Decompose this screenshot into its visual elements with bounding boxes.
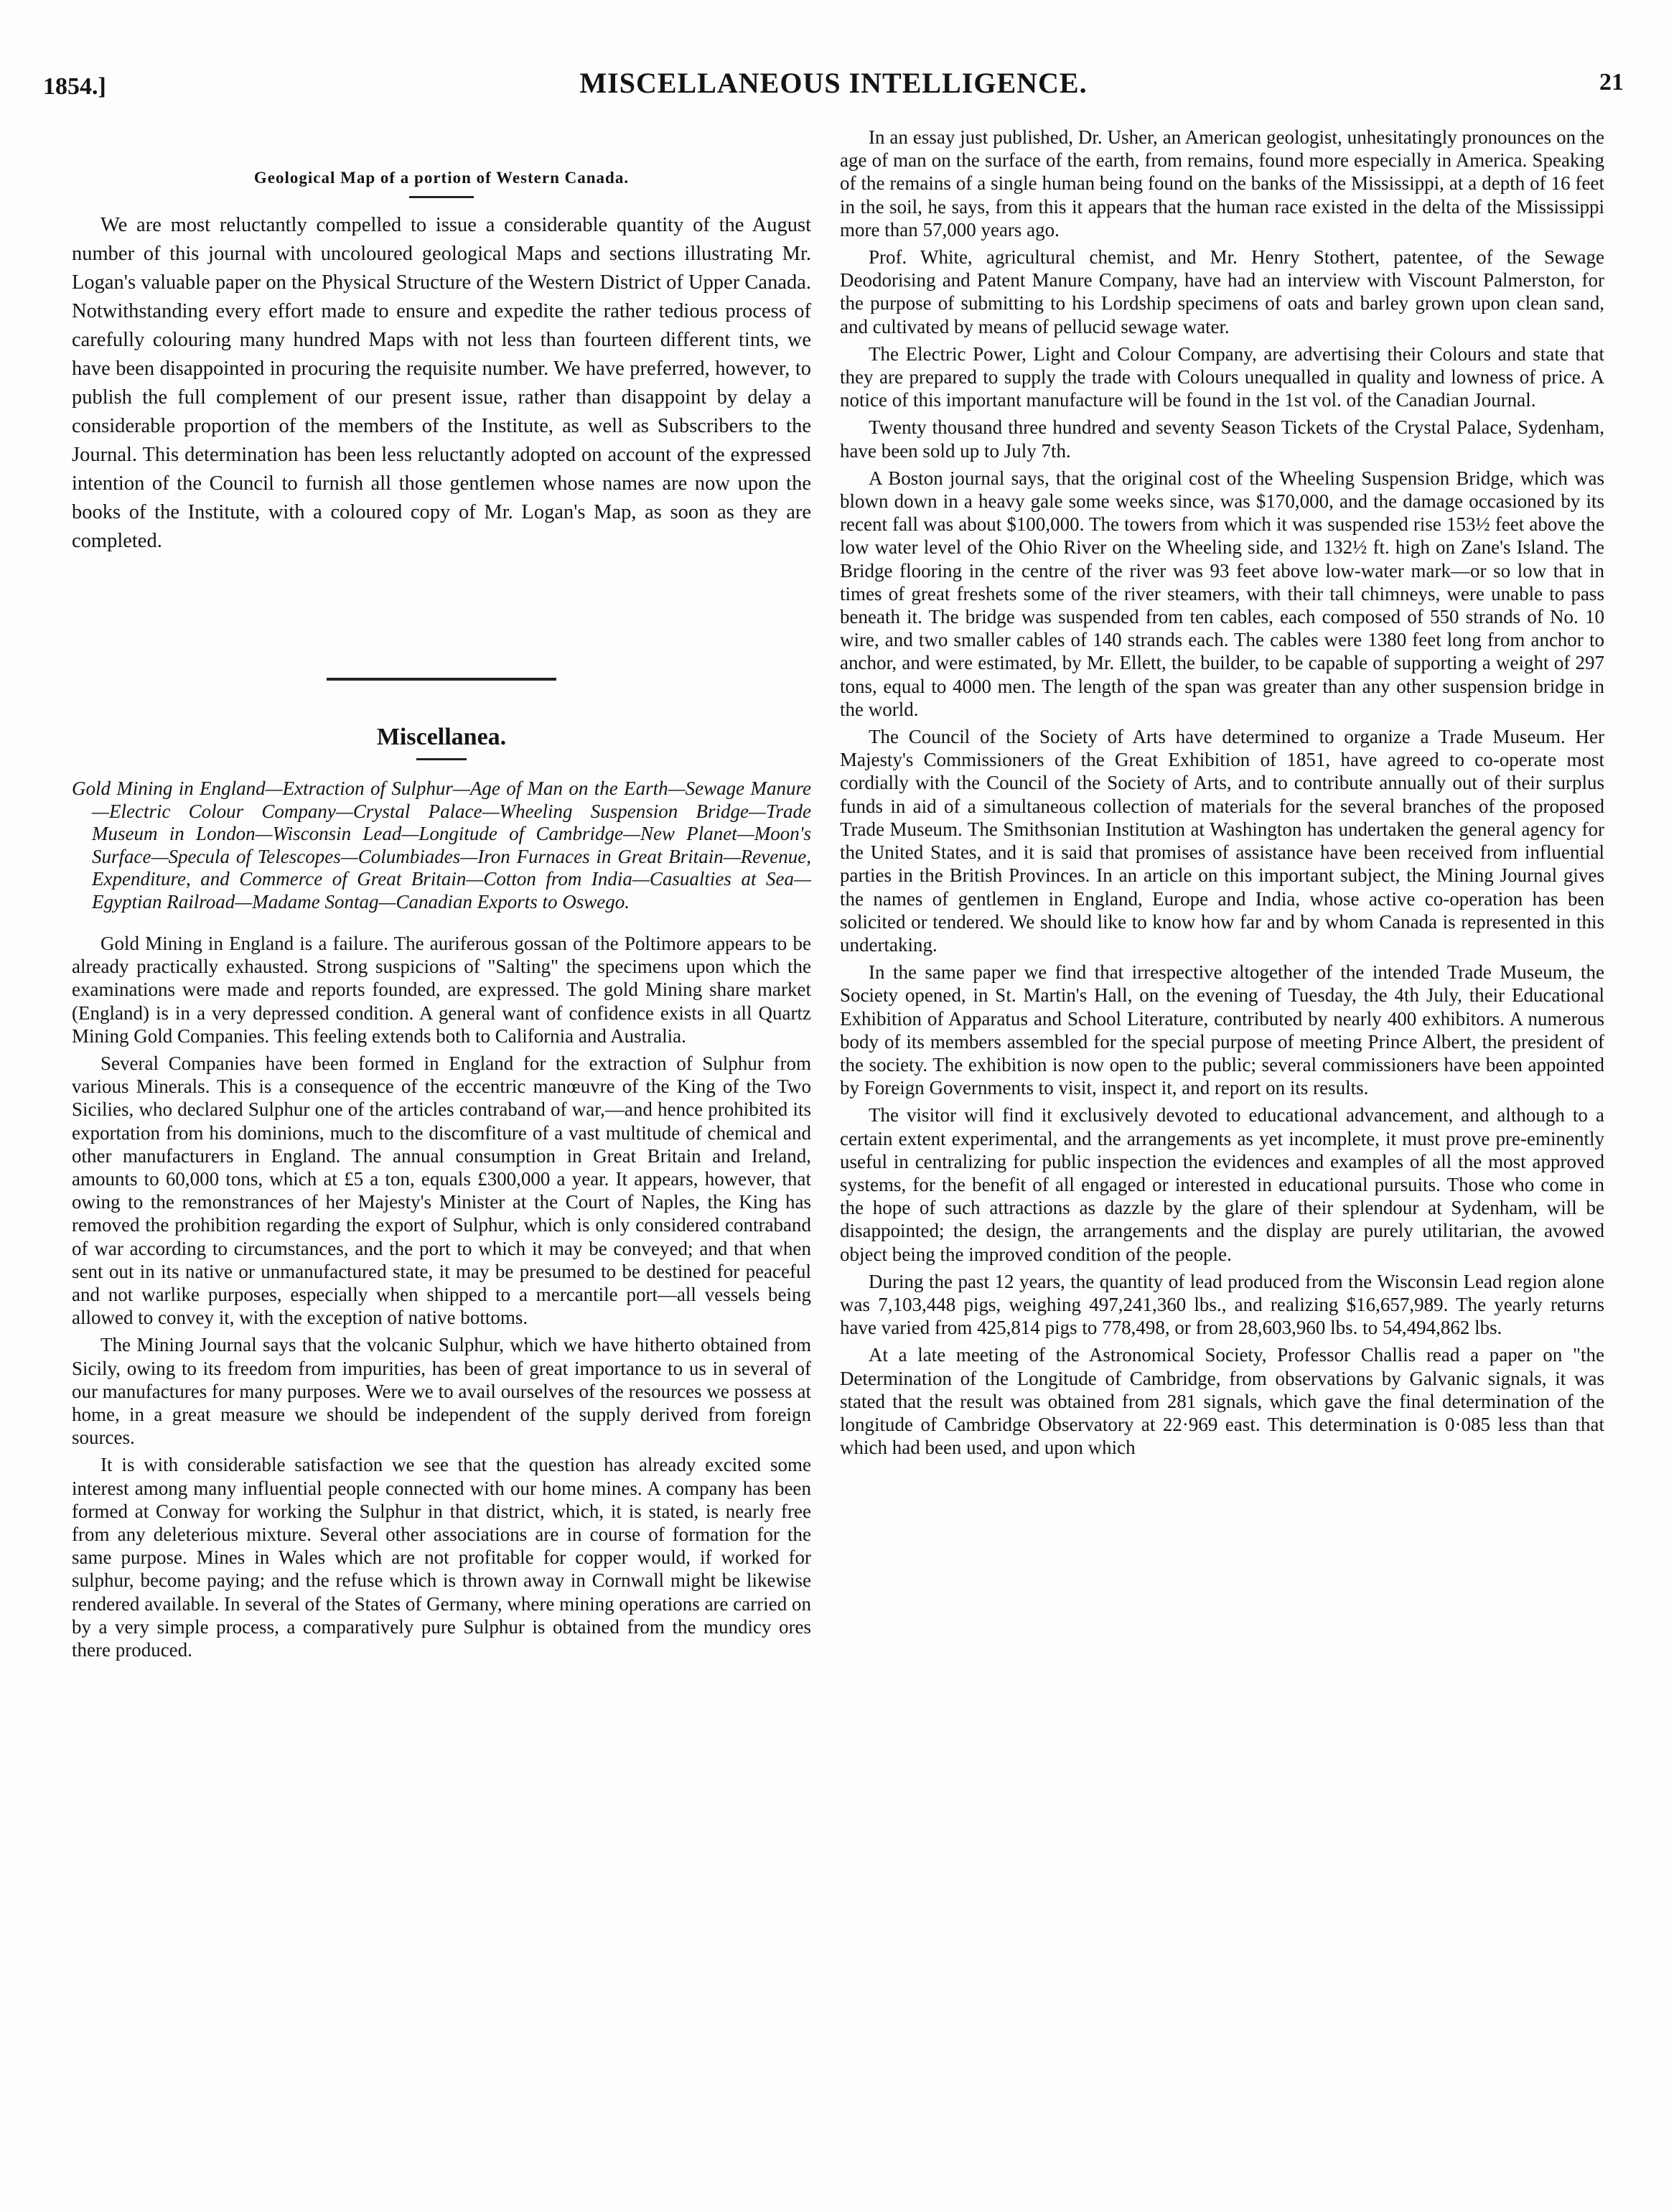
paragraph: The visitor will find it exclusively devoted to educational advancement, and although to a certain extent experimental, and the arrangements as yet incomplete, it must prove pre-eminently useful in centralizing for public inspection the evidences and examples of all the most approved systems, for the benefit of all engaged or interested in educational pursuits. Those who come in the hope of such attractions as dazzle by the glare of their splendour at Sydenham, will be disappointed; the design, the arrangements and the display are purely utilitarian, the avowed object being the improved condition of the people.: [840, 1104, 1604, 1265]
paragraph: The Mining Journal says that the volcanic Sulphur, which we have hitherto obtained from Sicily, owing to its freedom from impurities, has been of great importance to us in several of our manufactures for many purposes. Were we to avail ourselves of the resources we possess at home, in a great measure we should be independent of the supply derived from foreign sources.: [72, 1334, 811, 1449]
paragraph: During the past 12 years, the quantity of lead produced from the Wisconsin Lead region alone was 7,103,448 pigs, weighing 497,241,360 lbs., and realizing $16,657,989. The yearly returns have varied from 425,814 pigs to 778,498, or from 28,603,960 lbs. to 54,494,862 lbs.: [840, 1270, 1604, 1339]
notice-paragraph: We are most reluctantly compelled to issue a considerable quantity of the August number of this journal with uncoloured geological Maps and sections illustrating Mr. Logan's valuable paper on the Physical Structure of the Western District of Upper Canada. Notwithstanding every effort made to ensure and expedite the rather tedious process of carefully colouring many hundred Maps with not less than fourteen different tints, we have been disappointed in procuring the requisite number. We have preferred, however, to publish the full complement of our present issue, rather than disappoint by delay a considerable proportion of the members of the Institute, as well as Subscribers to the Journal. This determination has been less reluctantly adopted on account of the expressed intention of the Council to furnish all those gentlemen whose names are now upon the books of the Institute, with a coloured copy of Mr. Logan's Map, as soon as they are completed.: [72, 214, 811, 552]
paragraph: In the same paper we find that irrespective altogether of the intended Trade Museum, the Society opened, in St. Martin's Hall, on the evening of Tuesday, the 4th July, their Educational Exhibition of Apparatus and School Literature, contributed by nearly 400 exhibitors. A numerous body of its members assembled for the special purpose of meeting Prince Albert, the president of the society. The exhibition is now open to the public; several commissioners have been appointed by Foreign Governments to visit, inspect it, and report on its results.: [840, 961, 1604, 1099]
header-title: MISCELLANEOUS INTELLIGENCE.: [579, 67, 1088, 99]
notice-heading: Geological Map of a portion of Western Canada.: [253, 169, 630, 187]
right-body: [840, 126, 1604, 1459]
left-body: [72, 932, 811, 1661]
page-number: 21: [1599, 69, 1624, 95]
running-header: [43, 65, 1624, 108]
left-column: [72, 126, 811, 1666]
paragraph: Prof. White, agricultural chemist, and Mr. Henry Stothert, patentee, of the Sewage Deodorising and Patent Manure Company, have had an interview with Viscount Palmerston, for the purpose of submitting to his Lordship specimens of oats and barley grown upon clean sand, and cultivated by means of pellucid sewage water.: [840, 246, 1604, 337]
miscellanea-contents: Gold Mining in England—Extraction of Sulphur—Age of Man on the Earth—Sewage Manure—Electric Colour Company—Crystal Palace—Wheeling Suspension Bridge—Trade Museum in London—Wisconsin Lead—Longitude of Cambridge—New Planet—Moon's Surface—Specula of Telescopes—Columbiades—Iron Furnaces in Great Britain—Revenue, Expenditure, and Commerce of Great Britain—Cotton from India—Casualties at Sea—Egyptian Railroad—Madame Sontag—Canadian Exports to Oswego.: [72, 778, 811, 913]
paragraph: Twenty thousand three hundred and seventy Season Tickets of the Crystal Palace, Sydenham, have been sold up to July 7th.: [840, 416, 1604, 462]
paragraph: The Electric Power, Light and Colour Company, are advertising their Colours and state that they are prepared to supply the trade with Colours unequalled in quality and lowness of price. A notice of this important manufacture will be found in the 1st vol. of the Canadian Journal.: [840, 342, 1604, 411]
notice-rule: [409, 196, 474, 198]
miscellanea-heading: Miscellanea.: [376, 724, 507, 750]
paragraph: Gold Mining in England is a failure. The auriferous gossan of the Poltimore appears to be already practically exhausted. Strong suspicions of "Salting" the specimens upon which the examinations were made and reports founded, are expressed. The gold Mining share market (England) is in a very depressed condition. A general want of confidence exists in all Quartz Mining Gold Companies. This feeling extends both to California and Australia.: [72, 933, 811, 1047]
paragraph: In an essay just published, Dr. Usher, an American geologist, unhesitatingly pronounces on the age of man on the surface of the earth, from remains, found more especially in America. Speaking of the remains of a single human being found on the banks of the Mississippi, at a depth of 16 feet in the soil, he says, from this it appears that the human race existed in the delta of the Mississippi more than 57,000 years ago.: [840, 126, 1604, 241]
paragraph: It is with considerable satisfaction we see that the question has already excited some interest among many influential people connected with our home mines. A company has been formed at Conway for working the Sulphur in that district, which, it is stated, is nearly free from any deleterious mixture. Several other associations are in course of formation for the same purpose. Mines in Wales which are not profitable for copper would, if worked for sulphur, become paying; and the refuse which is thrown away in Cornwall might be likewise rendered available. In several of the States of Germany, where mining operations are carried on by a very simple process, a comparatively pure Sulphur is obtained from the mundicy ores there produced.: [72, 1454, 811, 1661]
paragraph: A Boston journal says, that the original cost of the Wheeling Suspension Bridge, which was blown down in a heavy gale some weeks since, was $170,000, and the damage occasioned by its recent fall was about $100,000. The towers from which it was suspended rise 153½ feet above the low water level of the Ohio River on the Wheeling side, and 132½ ft. high on Zane's Island. The Bridge flooring in the centre of the river was 93 feet above low-water mark—or so low that in times of great freshets some of the river steamers, with their tall chimneys, were unable to pass beneath it. The bridge was suspended from ten cables, each composed of 550 strands of No. 10 wire, and two smaller cables of 140 strands each. The cables were 1380 feet long from anchor to anchor, and were estimated, by Mr. Ellett, the builder, to be capable of supporting a weight of 297 tons, equal to 4000 men. The length of the span was greater than any other suspension bridge in the world.: [840, 467, 1604, 720]
section-divider: [327, 678, 556, 681]
paragraph: Several Companies have been formed in England for the extraction of Sulphur from various Minerals. This is a consequence of the eccentric manœuvre of the King of the Two Sicilies, who declared Sulphur one of the articles contraband of war,—and hence prohibited its exportation from his dominions, much to the discomfiture of a vast multitude of chemical and other manufacturers in England. The annual consumption in Great Britain and Ireland, amounts to 60,000 tons, which at £5 a ton, equals £300,000 a year. It appears, however, that owing to the remonstrances of her Majesty's Minister at the Court of Naples, the King has removed the prohibition regarding the export of Sulphur, which is only considered contraband of war according to circumstances, and the port to which it may be conveyed; and that when sent out in its native or unmanufactured state, it may be presumed to be destined for peaceful and not warlike purposes, especially when shipped to a mercantile port—all vessels being allowed to convey it, with the exception of native bottoms.: [72, 1053, 811, 1329]
paragraph: The Council of the Society of Arts have determined to organize a Trade Museum. Her Majesty's Commissioners of the Great Exhibition of 1851, have agreed to co-operate most cordially with the Council of the Society of Arts, and to contribute annually out of their surplus funds in aid of a simultaneous collection of materials for the several branches of the proposed Trade Museum. The Smithsonian Institution at Washington has undertaken the general agency for the United States, and it is said that promises of assistance have been received from influential parties in the British Provinces. In an article on this important subject, the Mining Journal gives the names of gentlemen in England, Europe and India, whose active co-operation has been solicited or tendered. We should like to know how far and by whom Canada is represented in this undertaking.: [840, 726, 1604, 956]
header-year: 1854.]: [43, 73, 106, 100]
right-column: [840, 126, 1604, 1463]
notice-body: [72, 211, 811, 556]
paragraph: At a late meeting of the Astronomical Society, Professor Challis read a paper on "the Determination of the Longitude of Cambridge, from observations by Galvanic signals, it was stated that the result was obtained from 281 signals, which gave the final determination of the longitude of Cambridge Observatory at 22·969 east. This determination is 0·085 less than that which had been used, and upon which: [840, 1344, 1604, 1459]
miscellanea-rule: [416, 758, 467, 760]
